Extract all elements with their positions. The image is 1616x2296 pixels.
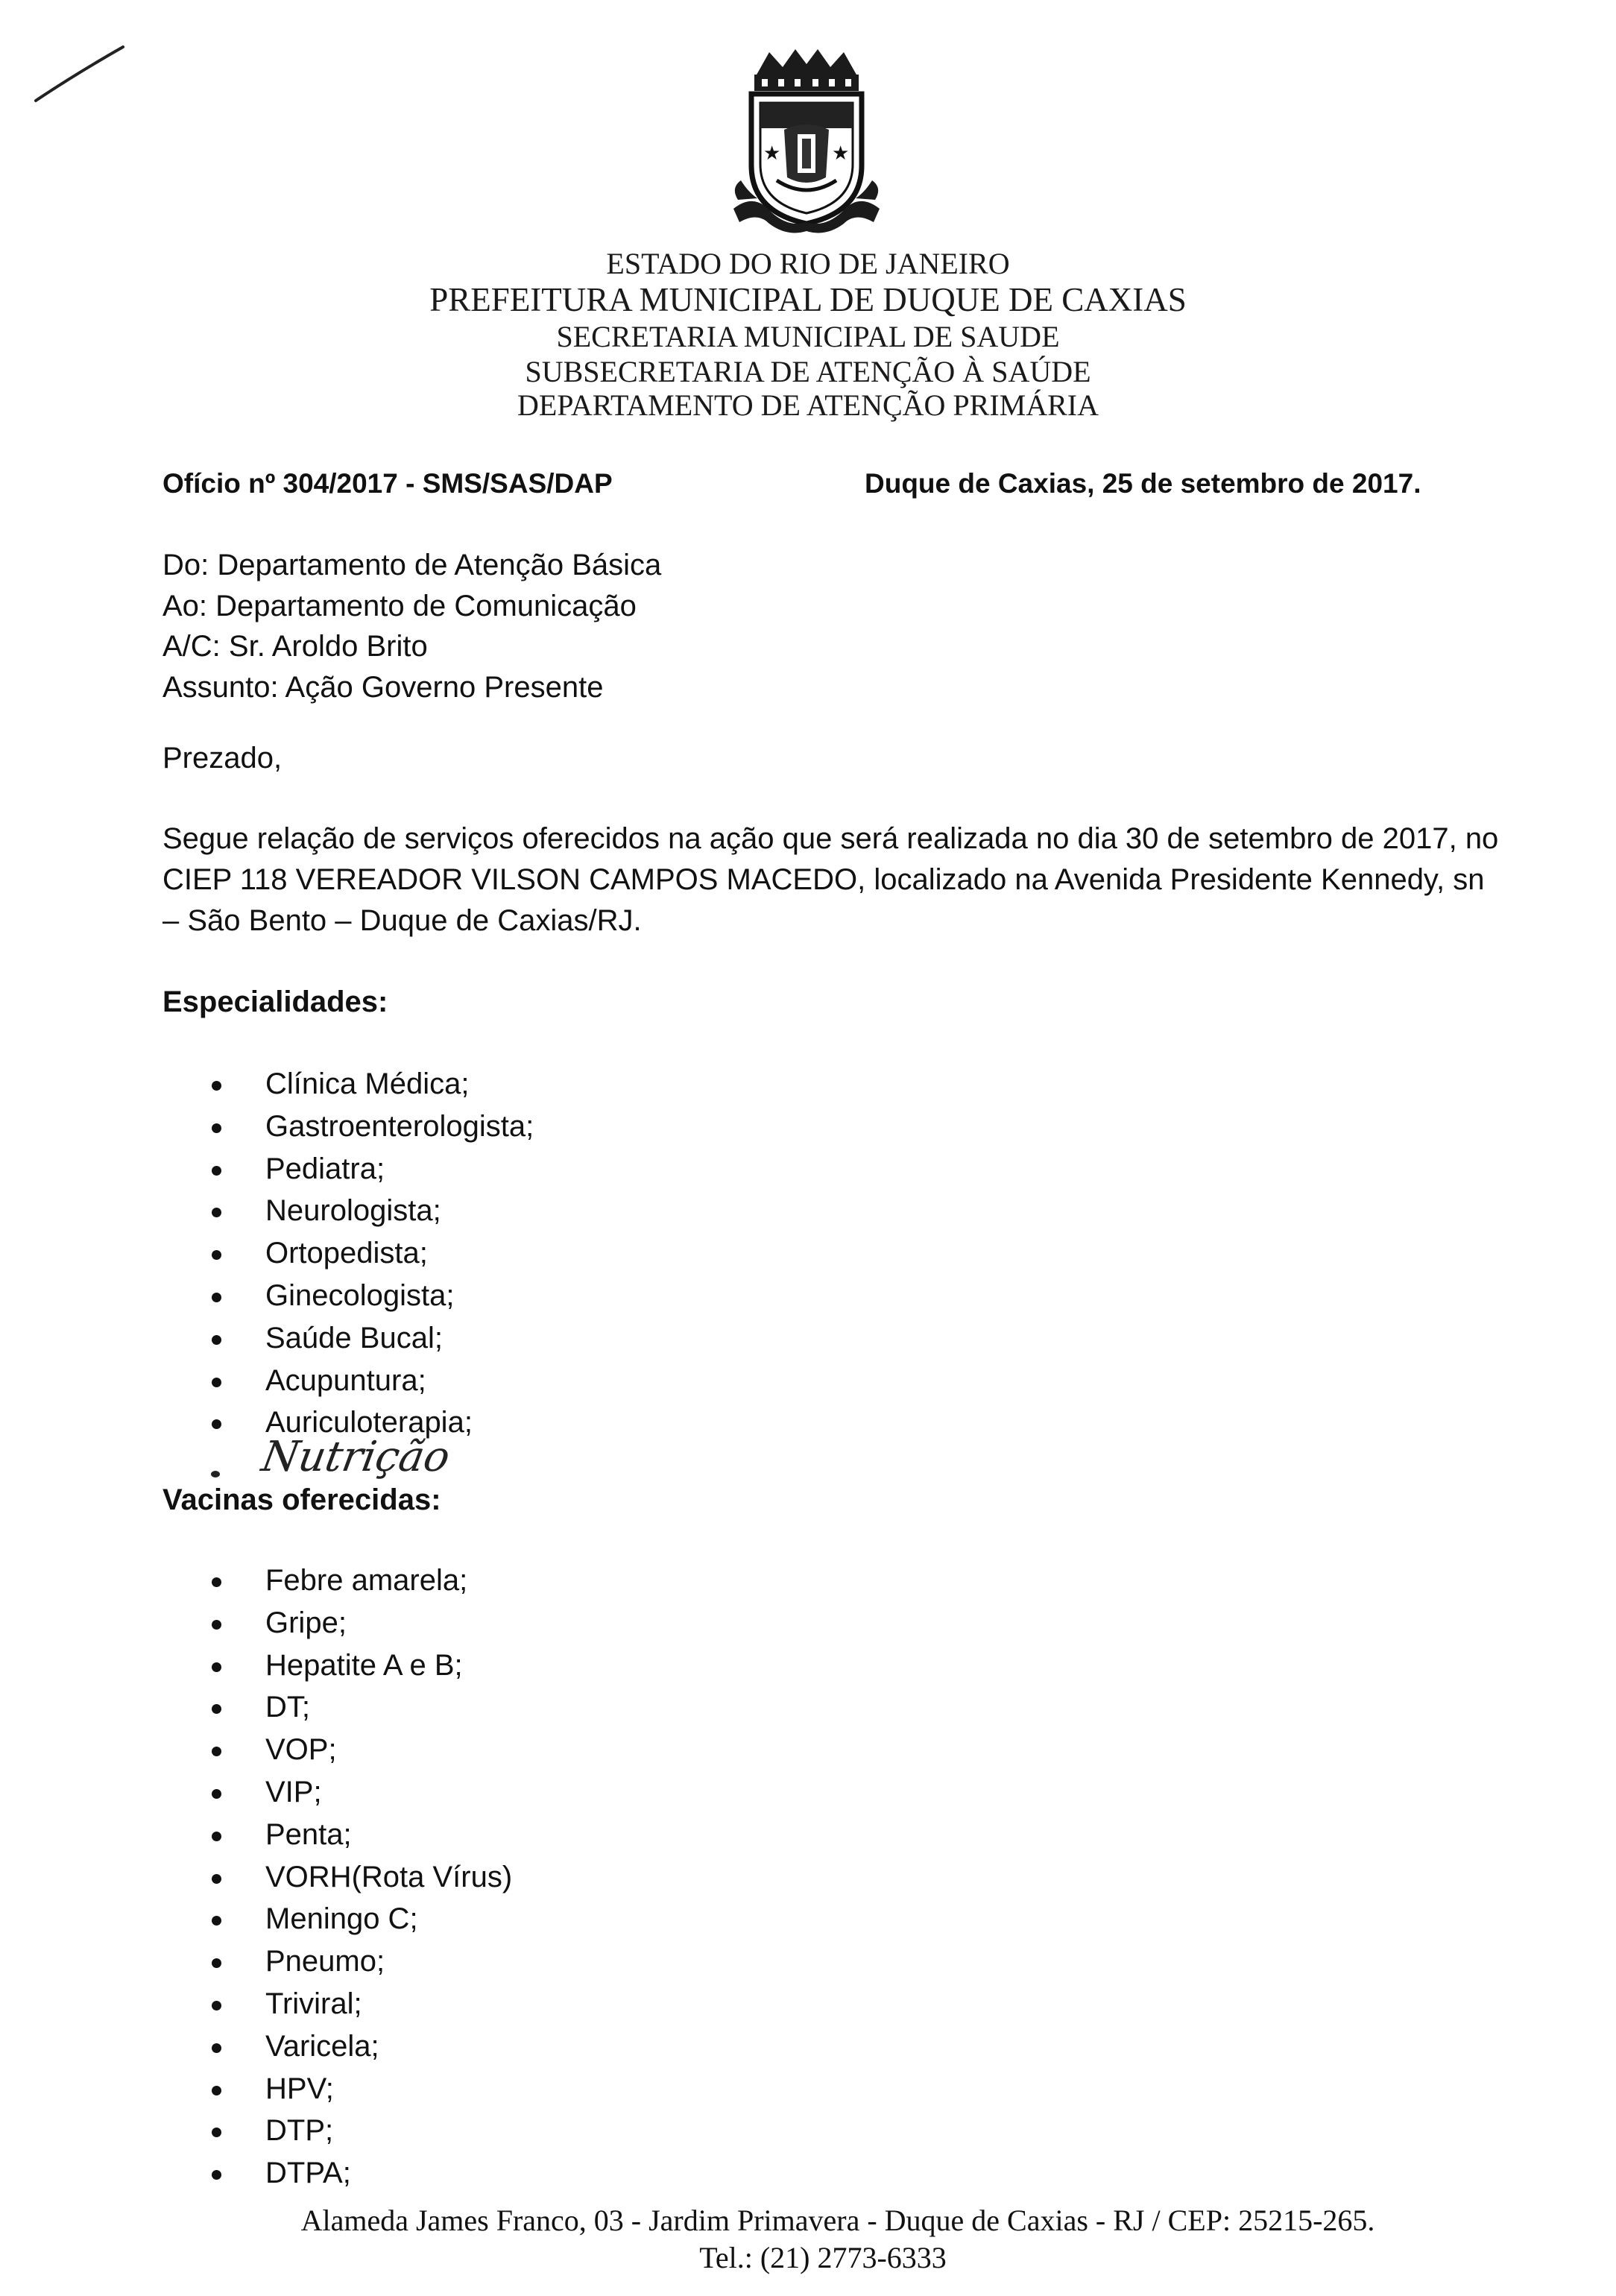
document-date: Duque de Caxias, 25 de setembro de 2017.	[865, 468, 1421, 499]
bullet-dot	[212, 1577, 221, 1587]
bullet-dot	[212, 2001, 221, 2010]
specialty-item-label: Acupuntura;	[265, 1363, 426, 1397]
vaccine-item-label: VOP;	[265, 1733, 337, 1767]
bullet-dot	[212, 1874, 221, 1884]
header-prefecture: PREFEITURA MUNICIPAL DE DUQUE DE CAXIAS	[429, 281, 1187, 318]
meta-attention: A/C: Sr. Aroldo Brito	[162, 630, 428, 663]
header-state: ESTADO DO RIO DE JANEIRO	[606, 247, 1010, 280]
bullet-dot	[212, 2043, 221, 2053]
meta-from: Do: Departamento de Atenção Básica	[162, 549, 662, 581]
bullet-dot	[212, 1958, 221, 1968]
specialties-list	[162, 1063, 534, 1444]
specialties-title: Especialidades:	[162, 985, 388, 1018]
specialty-item-label: Ortopedista;	[265, 1237, 428, 1270]
vaccine-item-label: Febre amarela;	[265, 1564, 468, 1597]
meta-subject: Assunto: Ação Governo Presente	[162, 671, 604, 704]
vaccine-item-label: Gripe;	[265, 1606, 347, 1639]
handwritten-bullet	[211, 1471, 220, 1477]
bullet-dot	[212, 1293, 221, 1302]
vaccine-item	[162, 1856, 512, 1899]
vaccine-item-label: VORH(Rota Vírus)	[265, 1860, 513, 1893]
body-paragraph: Segue relação de serviços oferecidos na ação que será realizada no dia 30 de setembro de 2017, no CIEP 118 VEREADOR VILSON CAMPOS MACEDO, localizado na Avenida Presidente Kennedy, sn – São Bento – Duque de Caxias/RJ.	[162, 822, 1499, 937]
vaccine-item-label: DTPA;	[265, 2157, 351, 2190]
specialty-item-label: Gastroenterologista;	[265, 1109, 534, 1143]
vaccine-item	[162, 1983, 512, 2025]
vaccine-item	[162, 2110, 512, 2152]
footer-address: Alameda James Franco, 03 - Jardim Primavera - Duque de Caxias - RJ / CEP: 25215-265.	[300, 2204, 1375, 2237]
footer-phone: Tel.: (21) 2773-6333	[699, 2241, 947, 2274]
specialty-item	[162, 1232, 534, 1275]
vaccine-item	[162, 1729, 512, 1771]
specialty-item	[162, 1275, 534, 1317]
vaccine-item-label: Triviral;	[265, 1987, 362, 2020]
specialty-item	[162, 1360, 534, 1402]
oficio-number: Ofício nº 304/2017 - SMS/SAS/DAP	[162, 468, 613, 499]
bullet-dot	[212, 1250, 221, 1260]
greeting: Prezado,	[162, 742, 283, 775]
vaccine-item	[162, 1559, 512, 1602]
bullet-dot	[212, 1081, 221, 1091]
bullet-dot	[212, 1419, 221, 1429]
vaccine-item	[162, 1686, 512, 1729]
specialty-item	[162, 1106, 534, 1148]
specialty-item	[162, 1148, 534, 1190]
vaccine-item-label: Pneumo;	[265, 1945, 385, 1978]
bullet-dot	[212, 1704, 221, 1714]
header-subsecretariat: SUBSECRETARIA DE ATENÇÃO À SAÚDE	[525, 355, 1091, 388]
specialty-item	[162, 1190, 534, 1232]
specialty-item-label: Ginecologista;	[265, 1278, 455, 1312]
vaccine-item-label: DT;	[265, 1691, 310, 1724]
vaccine-item-label: Hepatite A e B;	[265, 1648, 463, 1682]
specialty-item	[162, 1317, 534, 1360]
specialty-item-label: Saúde Bucal;	[265, 1321, 443, 1354]
vaccine-item	[162, 2068, 512, 2110]
vaccine-item-label: Penta;	[265, 1817, 352, 1851]
vaccine-item	[162, 1771, 512, 1814]
specialty-item-label: Clínica Médica;	[265, 1067, 470, 1100]
specialty-item-label: Pediatra;	[265, 1152, 385, 1185]
bullet-dot	[212, 1916, 221, 1926]
header-department: DEPARTAMENTO DE ATENÇÃO PRIMÁRIA	[517, 388, 1099, 422]
vaccine-item-label: DTP;	[265, 2114, 334, 2148]
svg-text:★: ★	[832, 142, 850, 165]
vaccines-title: Vacinas oferecidas:	[162, 1483, 441, 1516]
vaccine-item	[162, 2152, 512, 2195]
bullet-dot	[212, 1378, 221, 1387]
bullet-dot	[212, 1789, 221, 1799]
vaccine-item-label: Varicela;	[265, 2029, 379, 2063]
vaccine-item	[162, 1602, 512, 1644]
vaccine-item	[162, 1644, 512, 1687]
bullet-dot	[212, 1620, 221, 1630]
svg-text:★: ★	[763, 142, 781, 165]
vaccine-item-label: HPV;	[265, 2072, 334, 2105]
header-secretariat: SECRETARIA MUNICIPAL DE SAUDE	[556, 320, 1060, 353]
meta-to: Ao: Departamento de Comunicação	[162, 590, 637, 622]
vaccine-item	[162, 1898, 512, 1940]
specialty-item-label: Auriculoterapia;	[265, 1406, 473, 1439]
bullet-dot	[212, 1208, 221, 1217]
vaccine-item	[162, 2025, 512, 2068]
bullet-dot	[212, 1123, 221, 1133]
bullet-dot	[212, 2128, 221, 2137]
coat-of-arms-emblem	[725, 46, 889, 234]
bullet-dot	[212, 1335, 221, 1345]
bullet-dot	[212, 1747, 221, 1756]
specialty-item-label: Neurologista;	[265, 1194, 441, 1228]
bullet-dot	[212, 1166, 221, 1176]
specialty-item	[162, 1063, 534, 1106]
bullet-dot	[212, 2170, 221, 2180]
vaccines-list	[162, 1559, 512, 2195]
vaccine-item	[162, 1940, 512, 1983]
bullet-dot	[212, 1662, 221, 1672]
vaccine-item-label: VIP;	[265, 1775, 322, 1808]
vaccine-item-label: Meningo C;	[265, 1902, 418, 1936]
handwritten-addition: Nutrição	[258, 1433, 454, 1481]
vaccine-item	[162, 1814, 512, 1856]
bullet-dot	[212, 1832, 221, 1841]
bullet-dot	[212, 2086, 221, 2095]
pen-stroke-mark	[30, 41, 134, 108]
